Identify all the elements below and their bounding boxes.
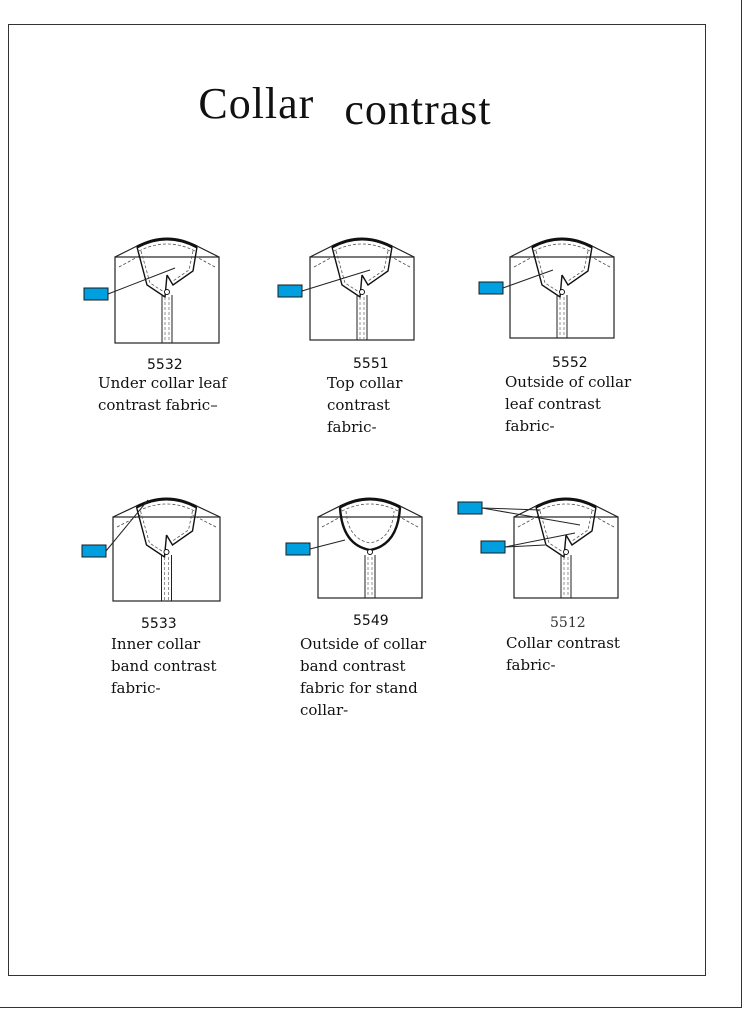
shirt-illustration [84, 239, 219, 343]
placket-stitch [368, 557, 372, 598]
color-swatch [458, 502, 482, 514]
description-line: Outside of collar [505, 373, 632, 391]
shirt-illustration [286, 499, 422, 598]
description-line: collar- [300, 701, 349, 719]
stand-collar [340, 507, 400, 550]
collar-band-top [137, 239, 197, 247]
placket [557, 295, 567, 338]
collar-button [368, 550, 373, 555]
description-line: band contrast [300, 657, 406, 675]
placket [561, 555, 571, 598]
collar-button [165, 290, 170, 295]
pointer-line [302, 270, 370, 291]
description-line: fabric- [111, 679, 161, 697]
shoulder-line [318, 505, 422, 517]
description-line: fabric for stand [300, 679, 418, 697]
shoulder-line [514, 505, 618, 517]
option-description [111, 633, 217, 699]
shirt-body [510, 257, 614, 338]
shirt-body [113, 517, 220, 601]
shirt-body [310, 257, 414, 340]
description-line: fabric- [327, 418, 377, 436]
collar-band-stitch [139, 504, 195, 511]
shoulder-line [113, 505, 220, 517]
placket-stitch [560, 297, 564, 338]
collar-leaf-stitch [568, 251, 588, 281]
collar-band-top [532, 239, 592, 247]
option-description [505, 371, 631, 437]
collar-band-stitch [534, 244, 590, 251]
title-word-2: contrast [344, 85, 492, 134]
color-swatch [84, 288, 108, 300]
option-description [506, 632, 620, 676]
placket [162, 295, 172, 343]
collar-leaf-left [536, 507, 566, 557]
description-line: contrast fabric– [98, 396, 218, 414]
description-line: leaf contrast [505, 395, 601, 413]
collar-leaf-stitch [173, 511, 193, 541]
option-code: 5512 [550, 615, 586, 631]
collar-band-top [332, 239, 392, 247]
shirt-illustration [458, 499, 618, 598]
collar-leaf-left [137, 507, 167, 557]
collar-button [564, 550, 569, 555]
collar-band-stitch [334, 244, 390, 251]
description-line: band contrast [111, 657, 217, 675]
collar-band-stitch [538, 504, 594, 511]
placket [365, 555, 375, 598]
option-code: 5552 [552, 355, 588, 371]
option-code: 5549 [353, 613, 389, 629]
option-description [98, 372, 227, 416]
placket-stitch [564, 557, 568, 598]
option-code: 5533 [141, 616, 177, 632]
shirt-illustration [82, 499, 220, 601]
shirt-illustration [278, 239, 414, 340]
shirt-body [115, 257, 219, 343]
collar-band-top [340, 499, 400, 507]
shoulder-line [310, 245, 414, 257]
description-line: Inner collar [111, 635, 201, 653]
description-line: Top collar [327, 374, 403, 392]
color-swatch [286, 543, 310, 555]
placket [162, 555, 172, 601]
shoulder-line [510, 245, 614, 257]
option-code: 5551 [353, 356, 389, 372]
collar-button [164, 550, 169, 555]
collar-leaf-left [137, 247, 167, 297]
option-code: 5532 [147, 357, 183, 373]
collar-leaf-stitch [572, 511, 592, 541]
shoulder-line [115, 245, 219, 257]
collar-band-top [536, 499, 596, 507]
collar-button [360, 290, 365, 295]
title-word-1: Collar [198, 79, 315, 128]
color-swatch [479, 282, 503, 294]
placket-stitch [165, 297, 169, 343]
option-description [327, 372, 402, 438]
description-line: contrast [327, 396, 390, 414]
shirt-illustration [479, 239, 614, 338]
placket [357, 295, 367, 340]
shirt-body [514, 517, 618, 598]
collar-band-stitch [342, 504, 398, 511]
color-swatch [82, 545, 106, 557]
collar-leaf-left [332, 247, 362, 297]
placket-stitch [360, 297, 364, 340]
placket-stitch [165, 557, 169, 601]
description-line: Collar contrast [506, 634, 620, 652]
description-line: fabric- [506, 656, 556, 674]
description-line: Outside of collar [300, 635, 427, 653]
collar-leaf-stitch [173, 251, 193, 281]
option-description [300, 633, 426, 721]
stand-collar-stitch [346, 511, 394, 543]
collar-band-stitch [139, 244, 195, 251]
collar-button [560, 290, 565, 295]
shirt-body [318, 517, 422, 598]
color-swatch [278, 285, 302, 297]
collar-leaf-stitch [368, 251, 388, 281]
color-swatch [481, 541, 505, 553]
pointer-line [310, 540, 345, 549]
description-line: fabric- [505, 417, 555, 435]
description-line: Under collar leaf [98, 374, 227, 392]
